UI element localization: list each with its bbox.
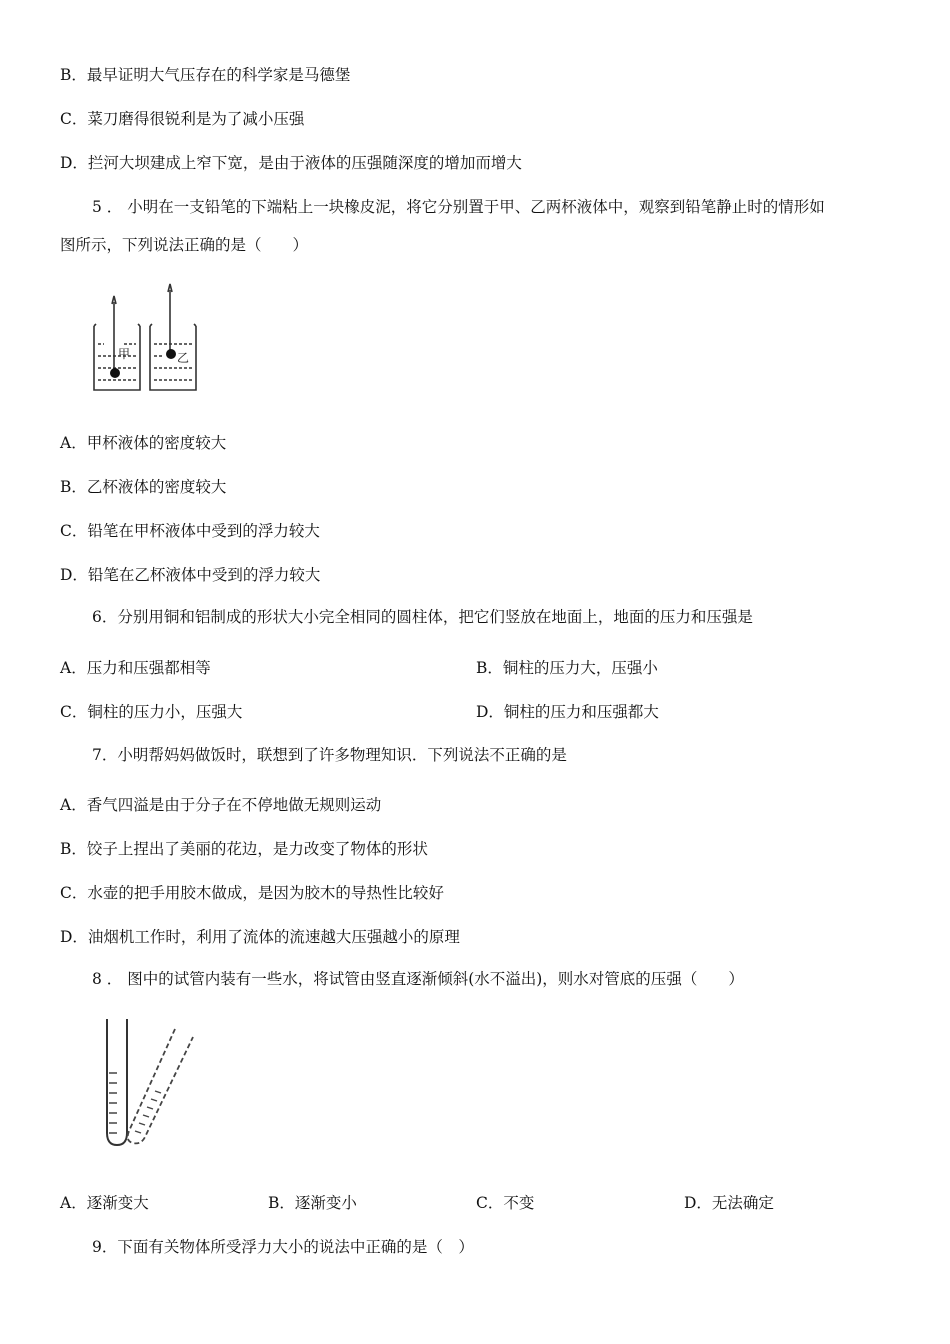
q4-option-c: C．菜刀磨得很锐利是为了减小压强 [60,110,305,128]
q7-option-a: A．香气四溢是由于分子在不停地做无规则运动 [60,796,382,814]
label-jia: 甲 [118,347,131,361]
q4-option-b: B．最早证明大气压存在的科学家是马德堡 [60,66,351,84]
q6-option-b: B．铜柱的压力大，压强小 [476,659,658,677]
q7-option-d: D．油烟机工作时，利用了流体的流速越大压强越小的原理 [60,928,460,946]
clay-ball-jia [110,368,120,378]
tilted-test-tube [128,1029,193,1143]
q5-option-b: B．乙杯液体的密度较大 [60,478,227,496]
q7-option-b: B．饺子上捏出了美丽的花边，是力改变了物体的形状 [60,840,428,858]
label-yi: 乙 [177,351,190,365]
q6-option-c: C．铜柱的压力小，压强大 [60,703,243,721]
q8-option-d: D．无法确定 [684,1194,774,1212]
q7-option-c: C．水壶的把手用胶木做成，是因为胶木的导热性比较好 [60,884,444,902]
q8-test-tube-figure [95,1015,210,1150]
beaker-yi [150,284,196,390]
q5-stem-line1: 5 ． 小明在一支铅笔的下端粘上一块橡皮泥，将它分别置于甲、乙两杯液体中，观察到铅笔静止时的情形如 [92,198,825,216]
q8-option-c: C．不变 [476,1194,535,1212]
q8-stem: 8 ． 图中的试管内装有一些水，将试管由竖直逐渐倾斜(水不溢出)，则水对管底的压强（ ） [92,970,744,988]
q5-beakers-figure [88,280,208,400]
clay-ball-yi [166,349,176,359]
q8-option-a: A．逐渐变大 [60,1194,149,1212]
q7-stem: 7．小明帮妈妈做饭时，联想到了许多物理知识．下列说法不正确的是 [92,746,567,764]
vertical-tube-water-lines [109,1073,117,1133]
q6-option-a: A．压力和压强都相等 [60,659,211,677]
q5-option-a: A．甲杯液体的密度较大 [60,434,227,452]
vertical-test-tube [107,1019,127,1145]
q4-option-d: D．拦河大坝建成上窄下宽，是由于液体的压强随深度的增加而增大 [60,154,522,172]
q8-option-b: B．逐渐变小 [268,1194,357,1212]
q5-option-c: C．铅笔在甲杯液体中受到的浮力较大 [60,522,320,540]
q6-option-d: D．铜柱的压力和压强都大 [476,703,659,721]
q9-stem: 9．下面有关物体所受浮力大小的说法中正确的是（ ） [92,1238,474,1256]
q6-stem: 6．分别用铜和铝制成的形状大小完全相同的圆柱体，把它们竖放在地面上，地面的压力和压强是 [92,608,753,626]
q5-stem-line2: 图所示，下列说法正确的是（ ） [60,236,309,254]
q5-option-d: D．铅笔在乙杯液体中受到的浮力较大 [60,566,321,584]
